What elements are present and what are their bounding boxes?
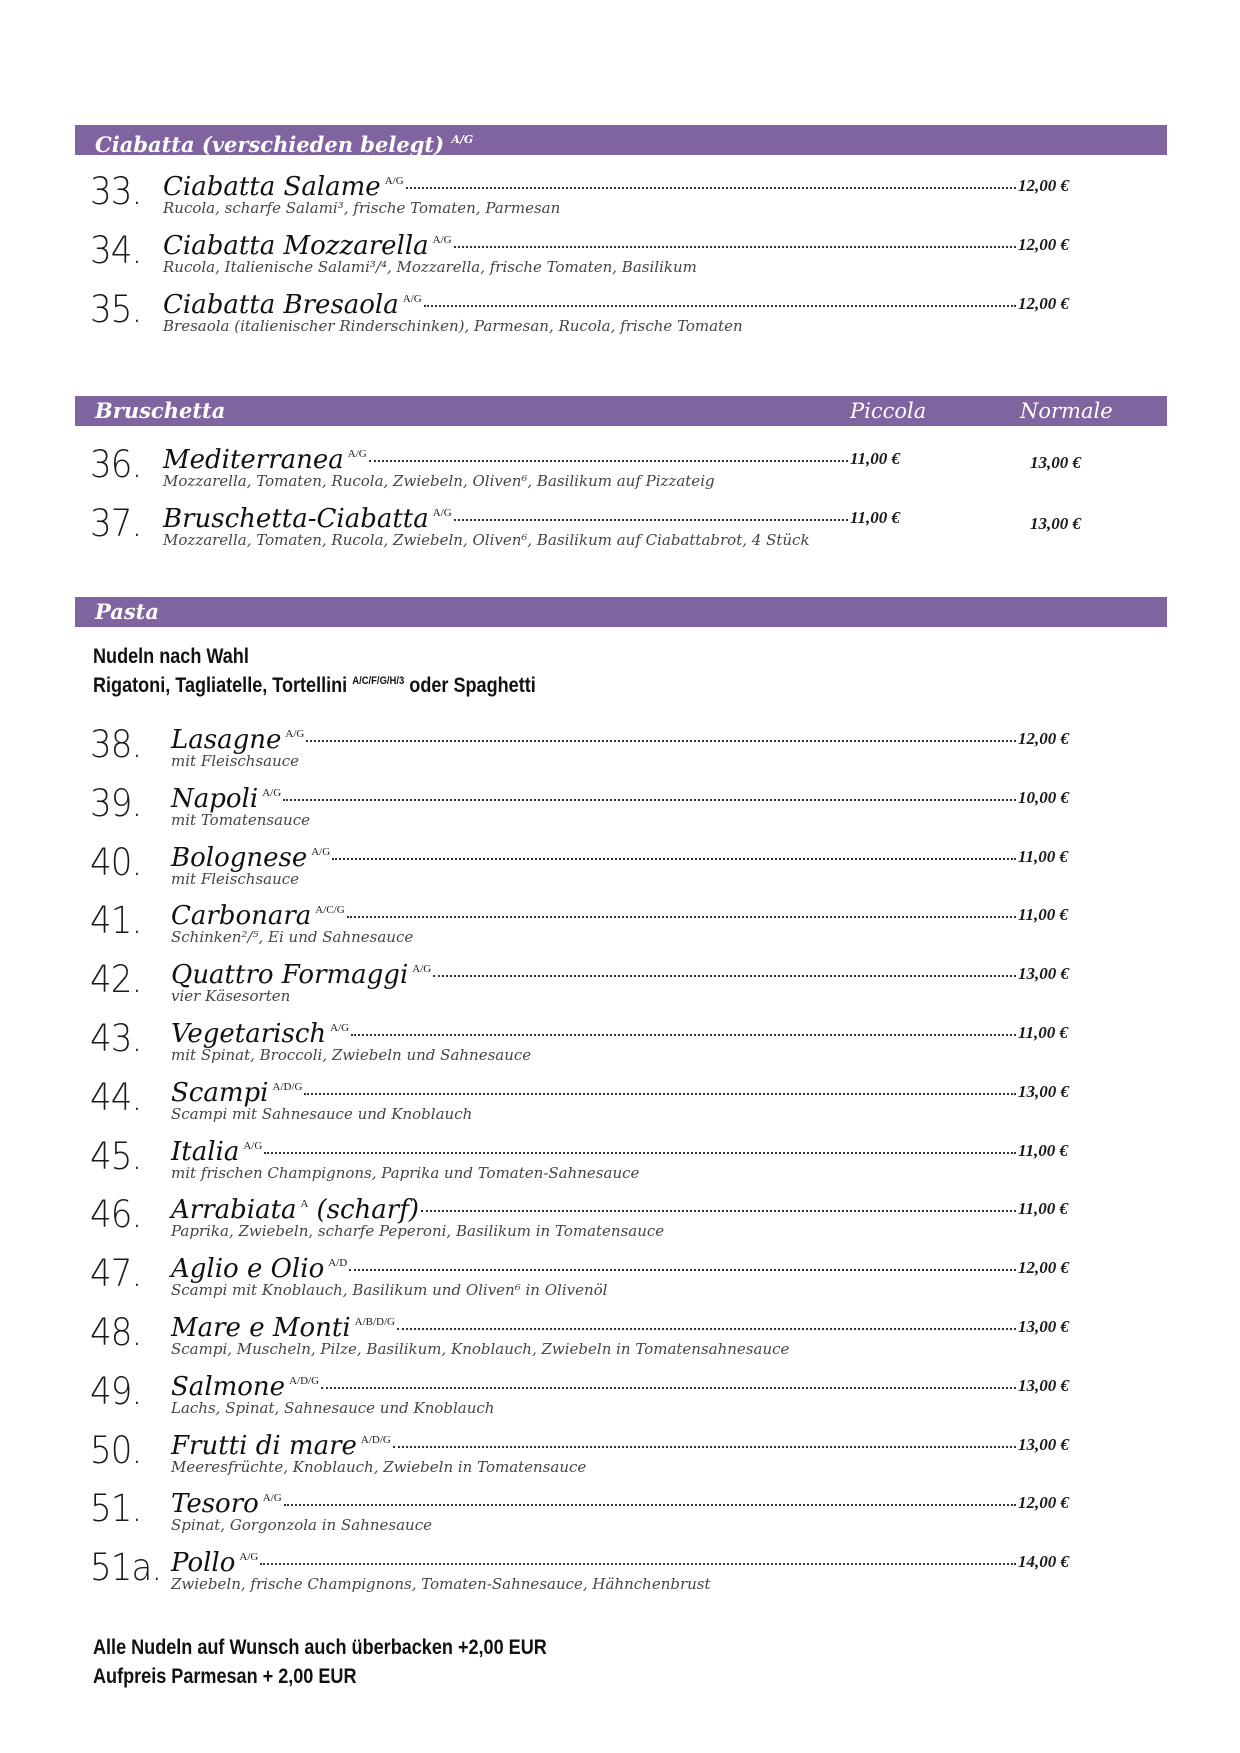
item-allergens: A/G — [432, 507, 452, 519]
item-name: Lasagne — [171, 725, 282, 755]
item-name: Vegetarisch — [171, 1019, 327, 1049]
item-description: mit Fleischsauce — [171, 870, 300, 888]
menu-item — [90, 1546, 1088, 1602]
item-allergens: A/D/G — [289, 1375, 320, 1387]
dot-leader — [332, 858, 1016, 860]
item-description: Spinat, Gorgonzola in Sahnesauce — [171, 1516, 432, 1534]
item-number: 41. — [90, 899, 142, 942]
item-name-suffix: (scharf) — [316, 1195, 419, 1225]
item-number: 51. — [90, 1487, 142, 1530]
item-price-normale: 13,00 € — [1030, 453, 1081, 472]
item-allergens: A — [300, 1198, 309, 1210]
pasta-types: Rigatoni, Tagliatelle, Tortellini — [93, 674, 348, 697]
section-header-bruschetta — [75, 396, 1167, 426]
item-description: Lachs, Spinat, Sahnesauce und Knoblauch — [171, 1399, 495, 1417]
menu-item — [90, 1076, 1088, 1132]
item-number: 51a. — [90, 1546, 162, 1589]
dot-leader — [406, 187, 1016, 189]
item-description: Mozzarella, Tomaten, Rucola, Zwiebeln, Oliven⁶, Basilikum auf Ciabattabrot, 4 Stück — [163, 531, 810, 549]
dot-leader — [424, 305, 1016, 307]
item-description: Paprika, Zwiebeln, scharfe Peperoni, Basilikum in Tomatensauce — [171, 1222, 665, 1240]
item-allergens: A/G — [262, 787, 282, 799]
dot-leader — [264, 1152, 1016, 1154]
item-name: Pollo — [171, 1548, 236, 1578]
item-name: Quattro Formaggi — [171, 960, 409, 990]
item-description: Schinken²/⁵, Ei und Sahnesauce — [171, 928, 414, 946]
item-description: Scampi, Muscheln, Pilze, Basilikum, Knoblauch, Zwiebeln in Tomatensahnesauce — [171, 1340, 790, 1358]
item-number: 45. — [90, 1135, 142, 1178]
pasta-intro-line2 — [93, 674, 536, 698]
item-description: Bresaola (italienischer Rinderschinken), Parmesan, Rucola, frische Tomaten — [163, 317, 743, 335]
item-price: 12,00 € — [1018, 235, 1069, 254]
column-header-normale: Normale — [1020, 399, 1113, 423]
item-name: Ciabatta Bresaola — [163, 290, 399, 320]
item-description: mit Fleischsauce — [171, 752, 300, 770]
menu-item — [90, 1135, 1088, 1191]
item-allergens: A/G — [384, 175, 404, 187]
item-name: Bolognese — [171, 843, 308, 873]
item-allergens: A/G — [412, 963, 432, 975]
item-name: Aglio e Olio — [171, 1254, 325, 1284]
item-name: Ciabatta Salame — [163, 172, 381, 202]
menu-item — [90, 443, 1088, 499]
item-number: 44. — [90, 1076, 142, 1119]
menu-item — [90, 170, 1088, 226]
item-allergens: A/G — [330, 1022, 350, 1034]
item-price: 12,00 € — [1018, 176, 1069, 195]
section-allergens: A/G — [451, 133, 474, 146]
pasta-intro-line1: Nudeln nach Wahl — [93, 645, 249, 668]
item-description: mit Spinat, Broccoli, Zwiebeln und Sahnesauce — [171, 1046, 532, 1064]
item-price: 12,00 € — [1018, 294, 1069, 313]
item-price: 12,00 € — [1018, 1493, 1069, 1512]
menu-item — [90, 723, 1088, 779]
menu-item — [90, 1370, 1088, 1426]
item-name: Ciabatta Mozzarella — [163, 231, 429, 261]
dot-leader — [304, 1093, 1016, 1095]
item-price: 12,00 € — [1018, 1258, 1069, 1277]
item-name: Salmone — [171, 1372, 286, 1402]
item-allergens: A/G — [285, 728, 305, 740]
menu-item — [90, 1429, 1088, 1485]
item-price: 13,00 € — [1018, 1082, 1069, 1101]
dot-leader — [433, 975, 1016, 977]
item-price: 13,00 € — [1018, 1435, 1069, 1454]
footer-note-ueberbacken: Alle Nudeln auf Wunsch auch überbacken +2,00 EUR — [93, 1636, 547, 1659]
item-number: 40. — [90, 841, 142, 884]
item-number: 39. — [90, 782, 142, 825]
item-number: 47. — [90, 1252, 142, 1295]
item-allergens: A/G — [311, 846, 331, 858]
item-number: 37. — [90, 502, 142, 545]
dot-leader — [349, 1269, 1016, 1271]
item-allergens: A/G — [239, 1551, 259, 1563]
item-number: 34. — [90, 229, 142, 272]
item-price: 13,00 € — [1018, 964, 1069, 983]
item-name: Mediterranea — [163, 445, 344, 475]
menu-item — [90, 502, 1088, 558]
menu-item — [90, 288, 1088, 344]
item-allergens: A/D — [328, 1257, 348, 1269]
dot-leader — [321, 1387, 1016, 1389]
item-description: vier Käsesorten — [171, 987, 291, 1005]
item-description: Rucola, scharfe Salami³, frische Tomaten, Parmesan — [163, 199, 561, 217]
item-description: Scampi mit Knoblauch, Basilikum und Oliven⁶ in Olivenöl — [171, 1281, 608, 1299]
menu-item — [90, 229, 1088, 285]
dot-leader — [369, 460, 848, 462]
item-name: Italia — [171, 1137, 240, 1167]
item-price: 10,00 € — [1018, 788, 1069, 807]
item-description: mit Tomatensauce — [171, 811, 310, 829]
dot-leader — [260, 1563, 1016, 1565]
item-number: 43. — [90, 1017, 142, 1060]
item-name: Bruschetta-Ciabatta — [163, 504, 429, 534]
dot-leader — [454, 519, 848, 521]
item-name: Mare e Monti — [171, 1313, 351, 1343]
item-name: Napoli — [171, 784, 259, 814]
item-price: 11,00 € — [1018, 1023, 1069, 1042]
dot-leader — [284, 1504, 1016, 1506]
item-number: 33. — [90, 170, 142, 213]
dot-leader — [397, 1328, 1016, 1330]
item-number: 35. — [90, 288, 142, 331]
menu-item — [90, 841, 1088, 897]
item-price: 13,00 € — [1018, 1317, 1069, 1336]
item-allergens: A/D/G — [272, 1081, 303, 1093]
item-allergens: A/G — [402, 293, 422, 305]
menu-item — [90, 1311, 1088, 1367]
item-description: mit frischen Champignons, Paprika und Tomaten-Sahnesauce — [171, 1164, 640, 1182]
item-allergens: A/G — [347, 448, 367, 460]
item-price: 12,00 € — [1018, 729, 1069, 748]
item-name: Tesoro — [171, 1489, 259, 1519]
menu-item — [90, 1252, 1088, 1308]
item-number: 36. — [90, 443, 142, 486]
item-price: 11,00 € — [1018, 1199, 1069, 1218]
item-allergens: A/B/D/G — [354, 1316, 395, 1328]
pasta-types-suffix: oder Spaghetti — [409, 674, 536, 697]
item-price-piccola: 11,00 € — [850, 449, 901, 468]
dot-leader — [421, 1210, 1016, 1212]
item-price: 11,00 € — [1018, 905, 1069, 924]
section-header-ciabatta — [75, 125, 1167, 155]
pasta-types-allergens: A/C/F/G/H/3 — [352, 675, 405, 687]
item-number: 42. — [90, 958, 142, 1001]
item-price-piccola: 11,00 € — [850, 508, 901, 527]
item-name: Arrabiata — [171, 1195, 297, 1225]
menu-item — [90, 1487, 1088, 1543]
menu-item — [90, 899, 1088, 955]
dot-leader — [454, 246, 1016, 248]
item-price: 14,00 € — [1018, 1552, 1069, 1571]
item-allergens: A/C/G — [315, 904, 345, 916]
footer-note-parmesan: Aufpreis Parmesan + 2,00 EUR — [93, 1665, 357, 1688]
menu-item — [90, 1193, 1088, 1249]
item-description: Meeresfrüchte, Knoblauch, Zwiebeln in Tomatensauce — [171, 1458, 587, 1476]
dot-leader — [347, 916, 1016, 918]
item-name: Frutti di mare — [171, 1431, 357, 1461]
section-title: Bruschetta — [95, 398, 226, 423]
item-name: Scampi — [171, 1078, 269, 1108]
item-price: 11,00 € — [1018, 847, 1069, 866]
menu-item — [90, 782, 1088, 838]
item-number: 49. — [90, 1370, 142, 1413]
item-number: 46. — [90, 1193, 142, 1236]
section-title: Pasta — [95, 599, 159, 624]
item-description: Mozzarella, Tomaten, Rucola, Zwiebeln, Oliven⁶, Basilikum auf Pizzateig — [163, 472, 715, 490]
column-header-piccola: Piccola — [850, 399, 927, 423]
item-allergens: A/G — [243, 1140, 263, 1152]
item-price-normale: 13,00 € — [1030, 514, 1081, 533]
item-price: 13,00 € — [1018, 1376, 1069, 1395]
item-number: 48. — [90, 1311, 142, 1354]
menu-item — [90, 958, 1088, 1014]
item-number: 50. — [90, 1429, 142, 1472]
item-description: Scampi mit Sahnesauce und Knoblauch — [171, 1105, 473, 1123]
item-allergens: A/G — [262, 1492, 282, 1504]
item-name: Carbonara — [171, 901, 312, 931]
item-price: 11,00 € — [1018, 1141, 1069, 1160]
dot-leader — [351, 1034, 1016, 1036]
dot-leader — [393, 1446, 1016, 1448]
section-title: Ciabatta (verschieden belegt) — [95, 132, 445, 157]
item-number: 38. — [90, 723, 142, 766]
item-allergens: A/D/G — [360, 1434, 391, 1446]
item-description: Zwiebeln, frische Champignons, Tomaten-Sahnesauce, Hähnchenbrust — [171, 1575, 711, 1593]
dot-leader — [306, 740, 1016, 742]
item-allergens: A/G — [432, 234, 452, 246]
menu-item — [90, 1017, 1088, 1073]
dot-leader — [283, 799, 1016, 801]
section-header-pasta — [75, 597, 1167, 627]
item-description: Rucola, Italienische Salami³/⁴, Mozzarella, frische Tomaten, Basilikum — [163, 258, 697, 276]
